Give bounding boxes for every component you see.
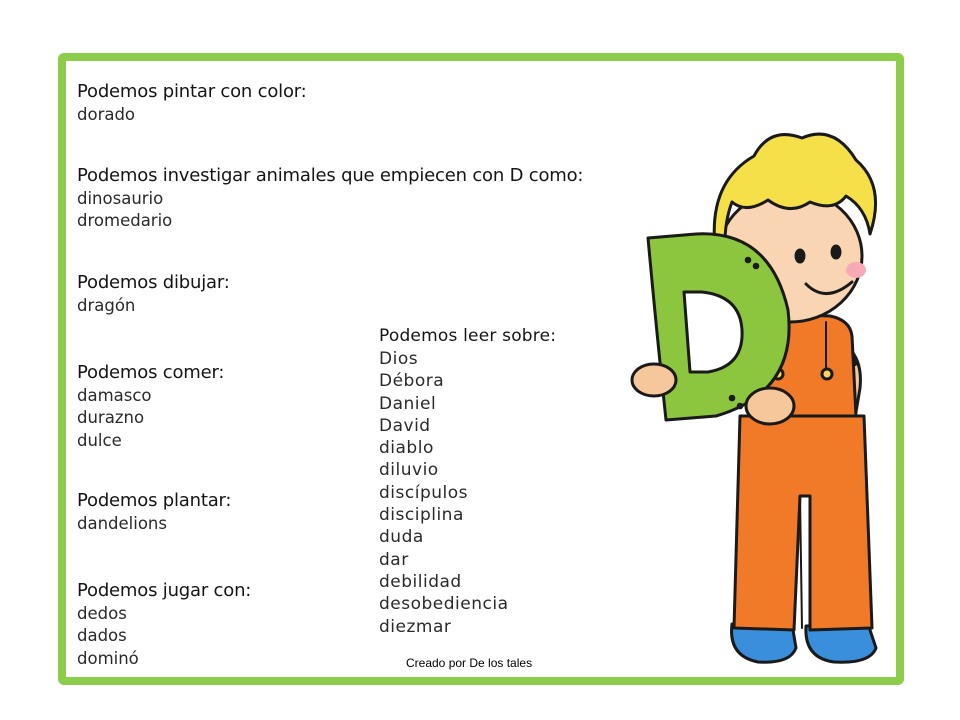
list-item: dinosaurio <box>77 189 164 208</box>
list-item: duda <box>379 527 424 548</box>
list-item: desobediencia <box>379 594 509 615</box>
list-item: Débora <box>379 371 445 392</box>
boy-holding-letter-d-illustration <box>620 116 895 676</box>
section-heading: Podemos leer sobre: <box>379 326 557 346</box>
list-item: Daniel <box>379 393 437 414</box>
list-item: dulce <box>77 430 122 450</box>
list-item: diablo <box>379 438 434 459</box>
section-list <box>77 104 307 126</box>
section-list <box>77 513 231 535</box>
section-heading: Podemos plantar: <box>77 490 232 511</box>
section-list <box>77 603 251 670</box>
section-list <box>77 385 224 452</box>
section-heading: Podemos jugar con: <box>77 580 252 601</box>
section-plant <box>77 489 231 535</box>
section-read <box>379 324 556 638</box>
read-list <box>379 348 556 638</box>
list-item: dominó <box>77 648 139 668</box>
credit-text: Creado por De los tales <box>406 656 533 670</box>
list-item: diluvio <box>379 460 439 481</box>
list-item: dados <box>77 626 127 646</box>
list-item: dorado <box>77 105 136 124</box>
list-item: David <box>379 415 431 436</box>
section-heading: Podemos comer: <box>77 362 225 383</box>
section-paint <box>77 80 307 126</box>
section-play <box>77 579 251 670</box>
list-item: durazno <box>77 408 145 428</box>
list-item: dedos <box>77 604 127 623</box>
list-item: dromedario <box>77 211 173 231</box>
section-heading: Podemos pintar con color: <box>77 81 307 102</box>
section-list <box>77 188 583 233</box>
section-list <box>77 295 230 317</box>
list-item: debilidad <box>379 571 462 592</box>
list-item: Dios <box>379 349 419 369</box>
section-heading: Podemos investigar animales que empiecen con D como: <box>77 165 584 186</box>
list-item: dar <box>379 549 409 570</box>
section-draw <box>77 271 230 317</box>
list-item: dandelions <box>77 514 167 533</box>
list-item: dragón <box>77 296 136 315</box>
section-eat <box>77 361 224 452</box>
list-item: discípulos <box>379 482 468 503</box>
section-animals <box>77 164 583 233</box>
list-item: diezmar <box>379 616 452 637</box>
section-heading: Podemos dibujar: <box>77 272 230 293</box>
list-item: disciplina <box>379 505 464 526</box>
list-item: damasco <box>77 386 152 405</box>
